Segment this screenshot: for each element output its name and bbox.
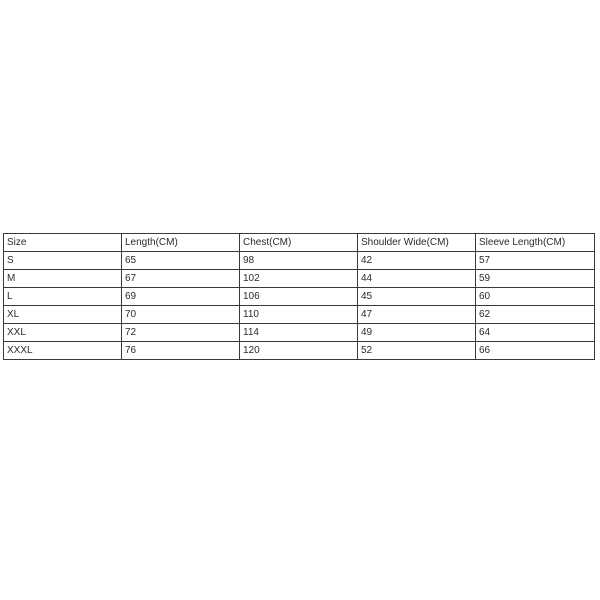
size-cell: XXXL [4, 342, 122, 360]
shoulder-wide-cell: 47 [358, 306, 476, 324]
sleeve-length-cell: 66 [476, 342, 595, 360]
sleeve-length-cell: 57 [476, 252, 595, 270]
table-row [4, 342, 595, 360]
length-cell: 67 [122, 270, 240, 288]
size-cell: L [4, 288, 122, 306]
shoulder-wide-cell: 45 [358, 288, 476, 306]
sleeve-length-cell: 64 [476, 324, 595, 342]
table-row [4, 306, 595, 324]
shoulder-wide-cell: 44 [358, 270, 476, 288]
length-cell: 70 [122, 306, 240, 324]
size-cell: XL [4, 306, 122, 324]
shoulder-wide-cell: 49 [358, 324, 476, 342]
table-row [4, 324, 595, 342]
header-sleeve-length: Sleeve Length(CM) [476, 234, 595, 252]
shoulder-wide-cell: 52 [358, 342, 476, 360]
chest-cell: 102 [240, 270, 358, 288]
size-cell: M [4, 270, 122, 288]
sleeve-length-cell: 60 [476, 288, 595, 306]
length-cell: 69 [122, 288, 240, 306]
chest-cell: 98 [240, 252, 358, 270]
table-row [4, 288, 595, 306]
length-cell: 76 [122, 342, 240, 360]
length-cell: 72 [122, 324, 240, 342]
sleeve-length-cell: 59 [476, 270, 595, 288]
size-chart-table [3, 233, 595, 360]
shoulder-wide-cell: 42 [358, 252, 476, 270]
size-cell: S [4, 252, 122, 270]
chest-cell: 120 [240, 342, 358, 360]
header-shoulder-wide: Shoulder Wide(CM) [358, 234, 476, 252]
header-row [4, 234, 595, 252]
header-length: Length(CM) [122, 234, 240, 252]
sleeve-length-cell: 62 [476, 306, 595, 324]
chest-cell: 114 [240, 324, 358, 342]
size-cell: XXL [4, 324, 122, 342]
chest-cell: 110 [240, 306, 358, 324]
table-row [4, 252, 595, 270]
table-row [4, 270, 595, 288]
chest-cell: 106 [240, 288, 358, 306]
length-cell: 65 [122, 252, 240, 270]
header-size: Size [4, 234, 122, 252]
header-chest: Chest(CM) [240, 234, 358, 252]
